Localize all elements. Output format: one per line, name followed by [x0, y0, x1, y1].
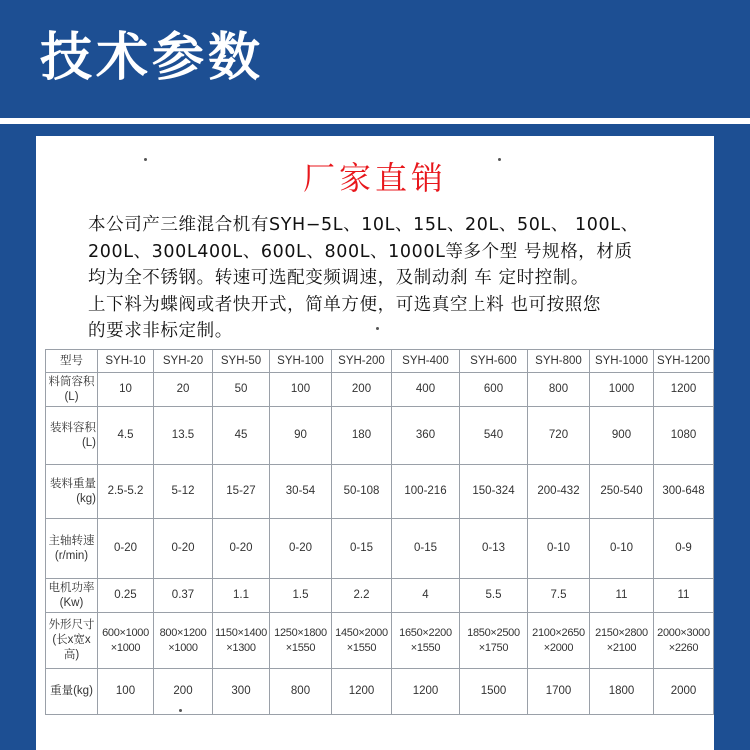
value-cell: [392, 613, 460, 669]
model-header-cell: SYH-200: [332, 350, 392, 373]
value-cell: 0-20: [98, 519, 154, 579]
header-divider: [0, 118, 750, 124]
stray-dot: [144, 158, 147, 161]
cell-text: ×1550: [285, 641, 316, 654]
value-cell: 5-12: [154, 465, 213, 519]
value-cell: 150-324: [460, 465, 528, 519]
model-header-cell: SYH-1000: [590, 350, 654, 373]
table-row: [46, 579, 714, 613]
value-cell: [460, 613, 528, 669]
value-cell: 100: [98, 669, 154, 715]
value-cell: 1.1: [213, 579, 270, 613]
cell-text: 2100×2650: [532, 626, 585, 639]
value-cell: [332, 613, 392, 669]
value-cell: 0.25: [98, 579, 154, 613]
value-cell: 5.5: [460, 579, 528, 613]
value-cell: 600: [460, 373, 528, 407]
value-cell: 100-216: [392, 465, 460, 519]
value-cell: 50-108: [332, 465, 392, 519]
value-cell: 7.5: [528, 579, 590, 613]
value-cell: 2000: [654, 669, 714, 715]
model-header-cell: SYH-400: [392, 350, 460, 373]
row-label-cell: 料筒容积(L): [46, 373, 98, 407]
subtitle: 厂家直销: [302, 159, 447, 197]
value-cell: 1200: [654, 373, 714, 407]
value-cell: 1.5: [270, 579, 332, 613]
value-cell: 20: [154, 373, 213, 407]
header-banner: [0, 0, 750, 118]
value-cell: 180: [332, 407, 392, 465]
cell-text: ×1000: [168, 641, 198, 654]
value-cell: 720: [528, 407, 590, 465]
cell-text: ×2260: [668, 641, 699, 654]
value-cell: 1500: [460, 669, 528, 715]
stray-dot: [498, 158, 501, 161]
cell-text: 1150×1400: [215, 626, 267, 639]
value-cell: 400: [392, 373, 460, 407]
cell-text: 2150×2800: [595, 626, 648, 639]
table-header-row: [46, 350, 714, 373]
value-cell: [154, 613, 213, 669]
value-cell: 1080: [654, 407, 714, 465]
value-cell: 0-20: [213, 519, 270, 579]
value-cell: 0-9: [654, 519, 714, 579]
value-cell: [654, 613, 714, 669]
value-cell: 11: [590, 579, 654, 613]
value-cell: 0-15: [332, 519, 392, 579]
value-cell: 0-20: [270, 519, 332, 579]
table-row: [46, 407, 714, 465]
model-header-cell: SYH-600: [460, 350, 528, 373]
value-cell: 0-20: [154, 519, 213, 579]
value-cell: 100: [270, 373, 332, 407]
model-header-cell: SYH-10: [98, 350, 154, 373]
value-cell: 200-432: [528, 465, 590, 519]
cell-text: 1650×2200: [399, 626, 452, 639]
cell-text: ×2000: [543, 641, 574, 654]
value-cell: 900: [590, 407, 654, 465]
cell-text: ×1000: [110, 641, 141, 654]
value-cell: 300-648: [654, 465, 714, 519]
stray-dot: [376, 327, 379, 330]
cell-text: ×1550: [410, 641, 441, 654]
model-header-cell: SYH-50: [213, 350, 270, 373]
cell-text: 1250×1800: [274, 626, 327, 639]
row-label-cell: 主轴转速(r/min): [46, 519, 98, 579]
table-row: [46, 613, 714, 669]
row-label-cell: 装料容积(L): [46, 407, 98, 465]
value-cell: 800: [270, 669, 332, 715]
cell-text: 600×1000: [102, 626, 149, 639]
value-cell: 0-15: [392, 519, 460, 579]
cell-text: ×1550: [346, 641, 377, 654]
value-cell: 30-54: [270, 465, 332, 519]
cell-text: 1850×2500: [467, 626, 520, 639]
table-row: [46, 465, 714, 519]
value-cell: 4: [392, 579, 460, 613]
model-header-cell: SYH-800: [528, 350, 590, 373]
value-cell: 200: [154, 669, 213, 715]
intro-line: 200L、300L400L、600L、800L、1000L等多个型 号规格，材质: [88, 241, 633, 262]
row-label-cell: 外形尺寸(长x宽x高): [46, 613, 98, 669]
model-header-cell: SYH-1200: [654, 350, 714, 373]
intro-line: 的要求非标定制。: [88, 321, 233, 341]
value-cell: 250-540: [590, 465, 654, 519]
value-cell: 11: [654, 579, 714, 613]
model-header-cell: SYH-100: [270, 350, 332, 373]
value-cell: 0-10: [590, 519, 654, 579]
spec-table: [45, 349, 714, 715]
value-cell: 800: [528, 373, 590, 407]
value-cell: 200: [332, 373, 392, 407]
row-label-cell: 重量(kg): [46, 669, 98, 715]
table-row: [46, 373, 714, 407]
value-cell: 15-27: [213, 465, 270, 519]
value-cell: 0.37: [154, 579, 213, 613]
intro-line: 上下料为蝶阀或者快开式，简单方便，可选真空上料 也可按照您: [88, 294, 601, 315]
value-cell: 50: [213, 373, 270, 407]
value-cell: [270, 613, 332, 669]
cell-text: 800×1200: [159, 626, 207, 639]
value-cell: 45: [213, 407, 270, 465]
value-cell: 1800: [590, 669, 654, 715]
intro-line: 均为全不锈钢。转速可选配变频调速，及制动刹 车 定时控制。: [88, 268, 590, 288]
stray-dot: [179, 709, 182, 712]
row-label-cell: 装料重量(kg): [46, 465, 98, 519]
value-cell: 13.5: [154, 407, 213, 465]
value-cell: 1700: [528, 669, 590, 715]
cell-text: ×2100: [606, 641, 637, 654]
table-row: [46, 519, 714, 579]
value-cell: [98, 613, 154, 669]
value-cell: [590, 613, 654, 669]
page-title: 技术参数: [40, 27, 265, 88]
intro-line: 本公司产三维混合机有SYH−5L、10L、15L、20L、50L、 100L、: [88, 215, 639, 235]
value-cell: 360: [392, 407, 460, 465]
value-cell: [528, 613, 590, 669]
model-header-cell: SYH-20: [154, 350, 213, 373]
table-row: [46, 669, 714, 715]
header-label-cell: 型号: [46, 350, 98, 373]
content-panel: [36, 136, 714, 750]
value-cell: 2.2: [332, 579, 392, 613]
value-cell: 2.5-5.2: [98, 465, 154, 519]
value-cell: 90: [270, 407, 332, 465]
cell-text: ×1750: [478, 641, 509, 654]
cell-text: ×1300: [226, 641, 256, 654]
value-cell: 540: [460, 407, 528, 465]
value-cell: [213, 613, 270, 669]
row-label-cell: 电机功率(Kw): [46, 579, 98, 613]
value-cell: 1200: [332, 669, 392, 715]
value-cell: 10: [98, 373, 154, 407]
cell-text: 1450×2000: [335, 626, 388, 639]
value-cell: 0-13: [460, 519, 528, 579]
cell-text: 2000×3000: [657, 626, 710, 639]
value-cell: 300: [213, 669, 270, 715]
value-cell: 1200: [392, 669, 460, 715]
intro-paragraph: [88, 212, 710, 345]
value-cell: 1000: [590, 373, 654, 407]
value-cell: 4.5: [98, 407, 154, 465]
value-cell: 0-10: [528, 519, 590, 579]
